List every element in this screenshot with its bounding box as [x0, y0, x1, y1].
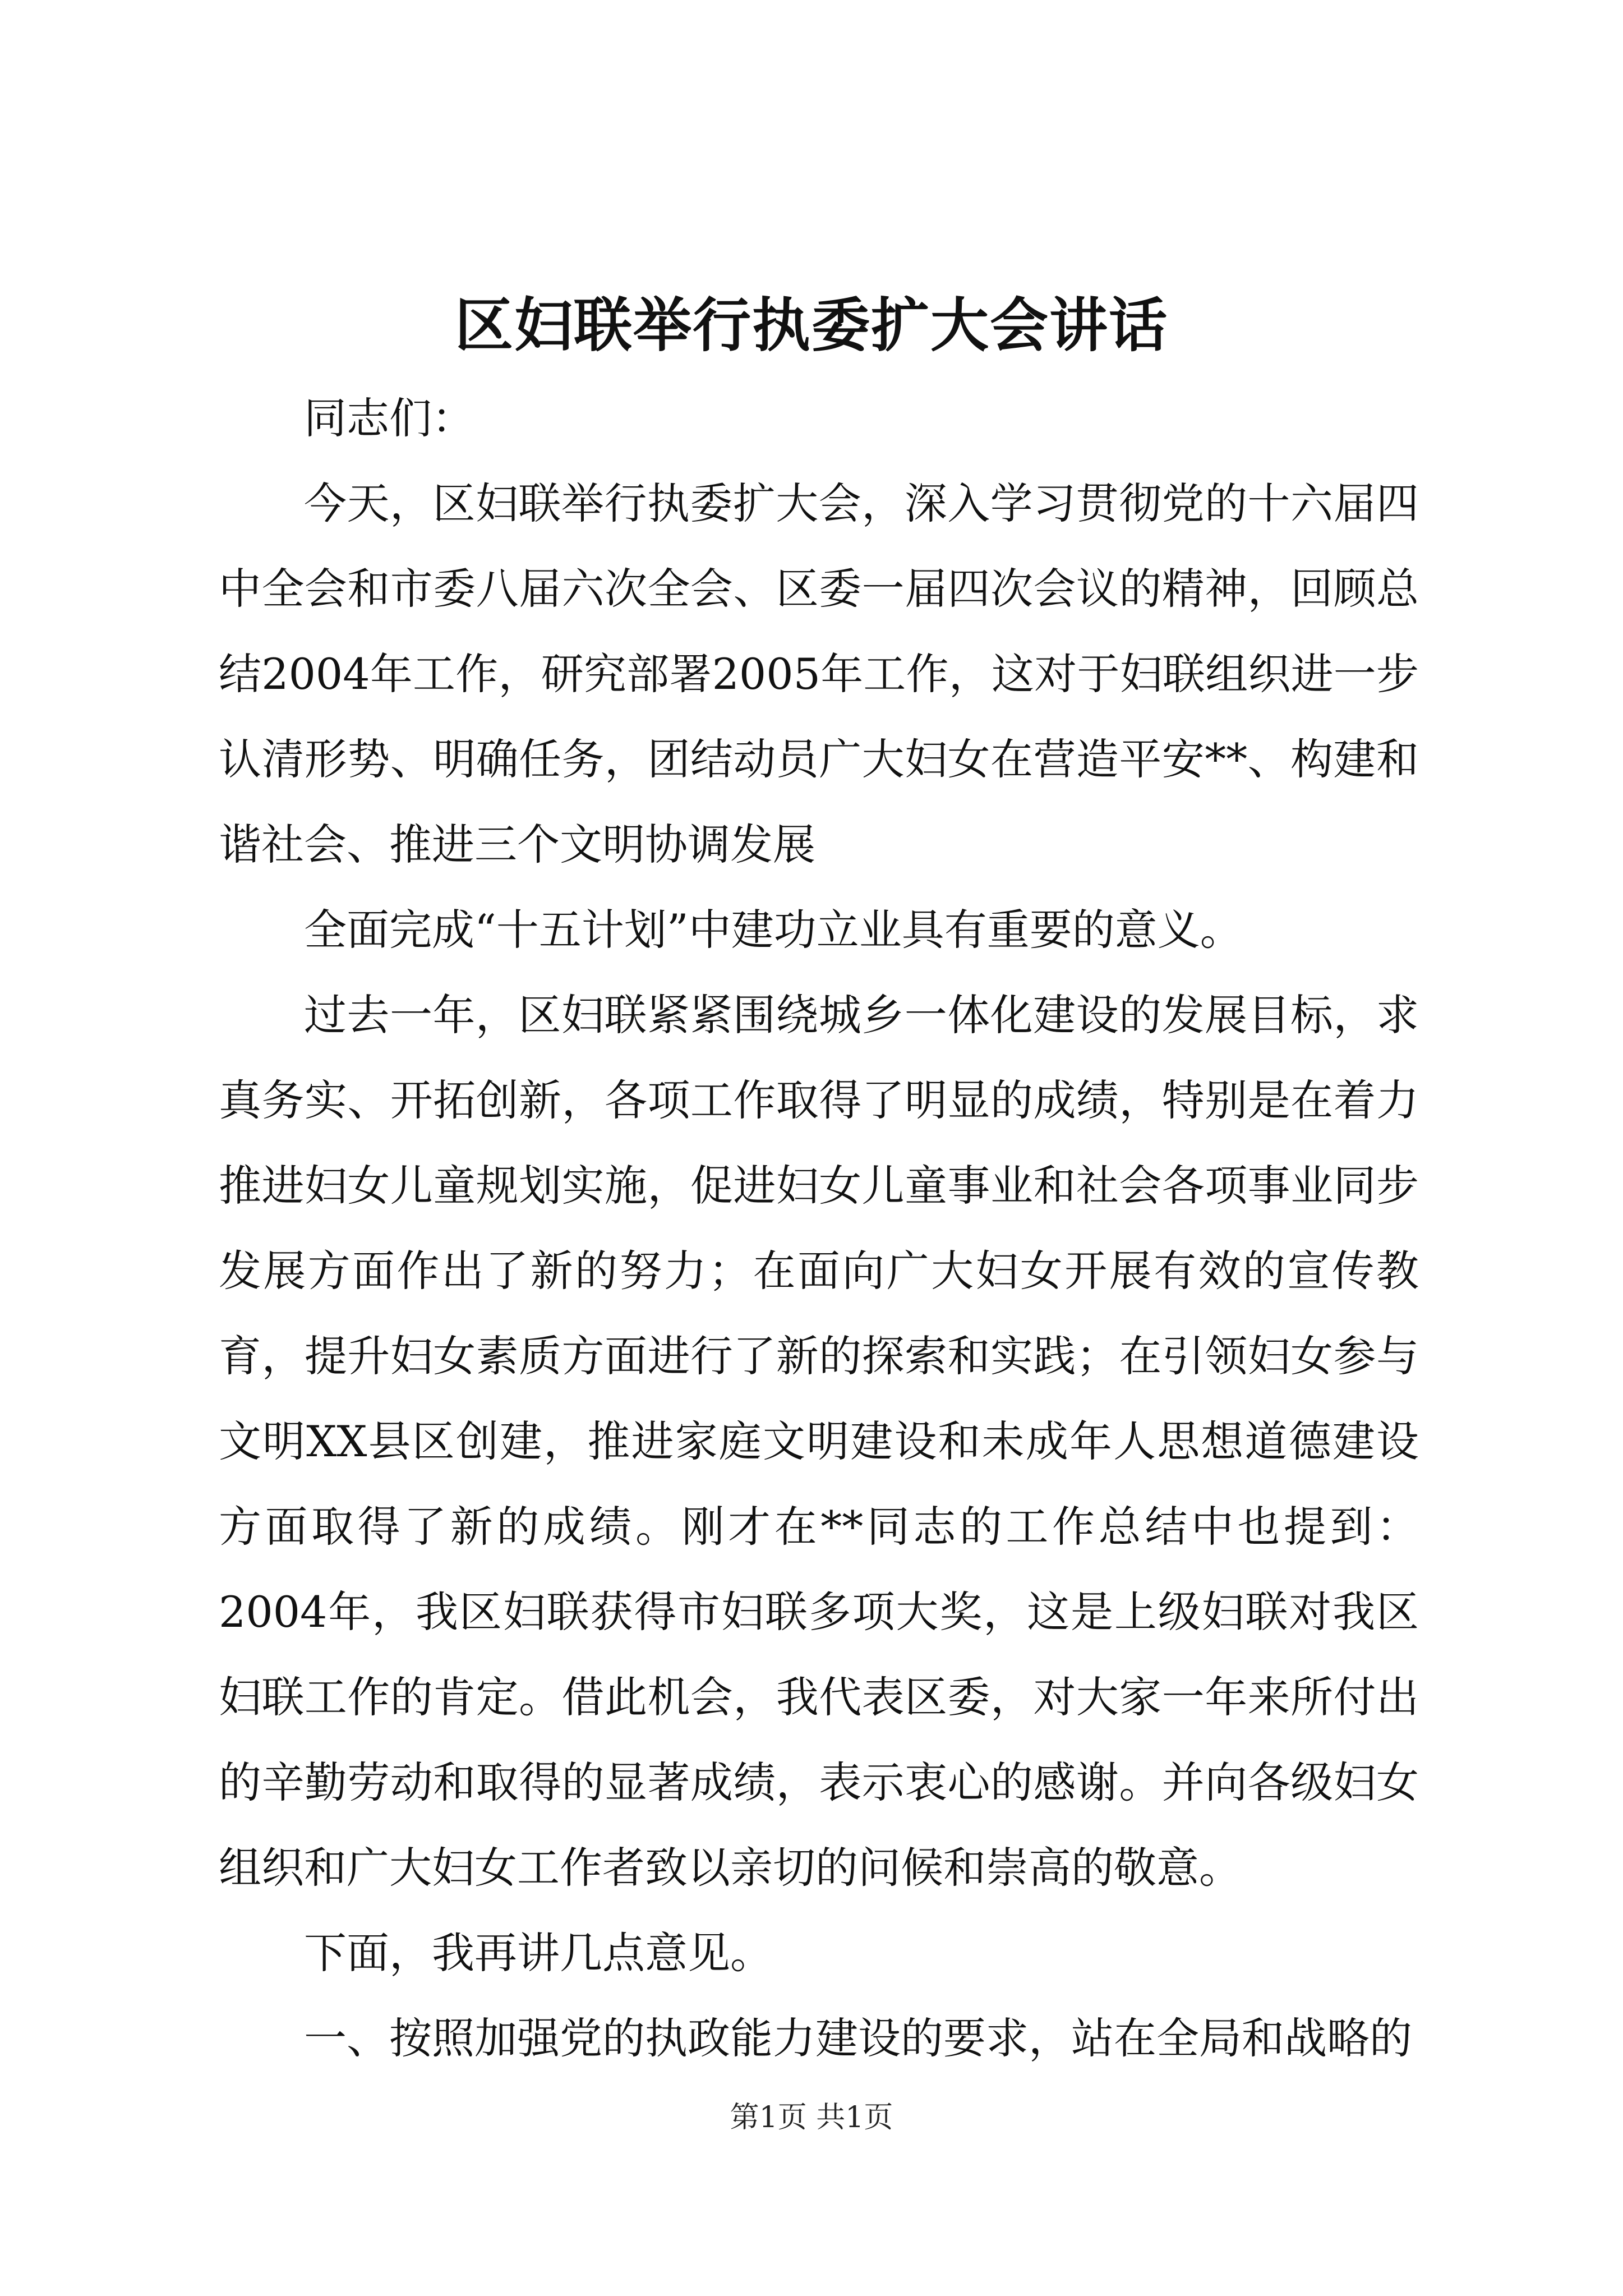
paragraph-review: 过去一年，区妇联紧紧围绕城乡一体化建设的发展目标，求真务实、开拓创新，各项工作取得了明显的成绩，特别是在着力推进妇女儿童规划实施，促进妇女儿童事业和社会各项事业同步发展方面作出了新的努力；在面向广大妇女开展有效的宣传教育，提升妇女素质方面进行了新的探索和实践；在引领妇女参与文明XX县区创建，推进家庭文明建设和未成年人思想道德建设方面取得了新的成绩。刚才在**同志的工作总结中也提到：2004年，我区妇联获得市妇联多项大奖，这是上级妇联对我区妇联工作的肯定。借此机会，我代表区委，对大家一年来所付出的辛勤劳动和取得的显著成绩，表示衷心的感谢。并向各级妇女组织和广大妇女工作者致以亲切的问候和崇高的敬意。 [219, 990, 1419, 1893]
page-footer: 第1页 共1页 [730, 2101, 893, 2134]
paragraph-opening-continued: 全面完成“十五计划”中建功立业具有重要的意义。 [304, 905, 1243, 955]
document-body [219, 376, 1419, 2081]
paragraph-opening: 今天，区妇联举行执委扩大会，深入学习贯彻党的十六届四中全会和市委八届六次全会、区委一届四次会议的精神，回顾总结2004年工作，研究部署2005年工作，这对于妇联组织进一步认清形势、明确任务，团结动员广大妇女在营造平安**、构建和谐社会、推进三个文明协调发展 [219, 478, 1419, 869]
paragraph-transition: 下面，我再讲几点意见。 [304, 1928, 773, 1978]
paragraph-salutation: 同志们： [304, 393, 474, 443]
document-title: 区妇联举行执委扩大会讲话 [454, 291, 1168, 360]
paragraph-point-one: 一、按照加强党的执政能力建设的要求，站在全局和战略的 [304, 2013, 1412, 2063]
